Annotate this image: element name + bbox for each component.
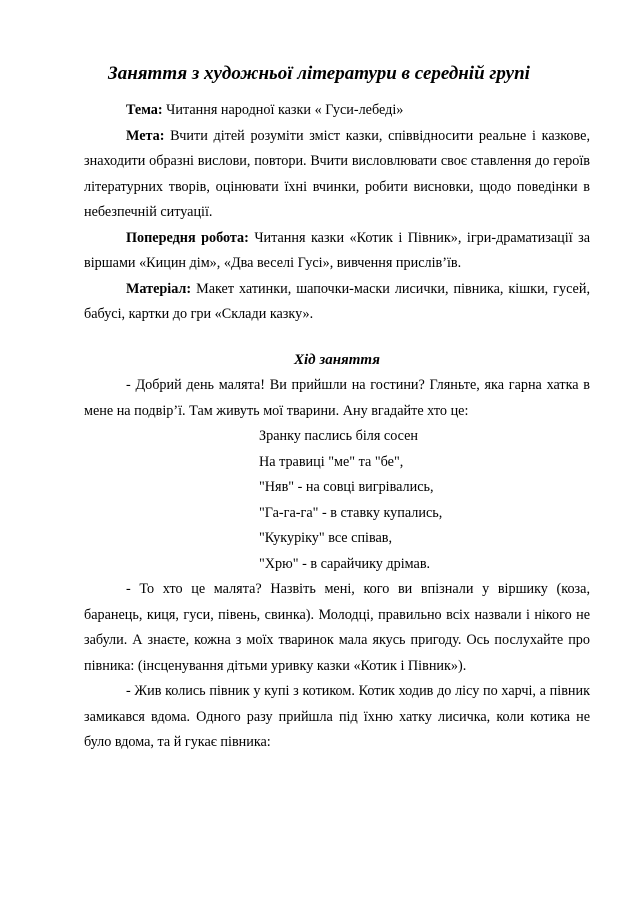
- animals-paragraph: - То хто це малята? Назвіть мені, кого ви впізнали у віршику (коза, баранець, киця, гуси, півень, свинка). Молодці, правильно всіх назвали і нікого не забули. А знаєте, кожна з моїх тваринок мала якусь пригоду. Ось послухайте про півника: (інсценування дітьми уривку казки «Котик і Півник»).: [84, 581, 590, 674]
- document-body: [84, 98, 590, 756]
- goal-label: Мета:: [126, 127, 165, 144]
- poem-line: "Кукуріку" все співав,: [259, 530, 393, 546]
- topic-paragraph: [84, 98, 590, 124]
- intro-paragraph: - Добрий день малята! Ви прийшли на гостини? Гляньте, яка гарна хатка в мене на подвір’ї. Там живуть мої тварини. Ану вгадайте хто це:: [84, 377, 590, 419]
- poem-line: "Няв" - на совці вигрівались,: [259, 479, 434, 495]
- story-paragraph: - Жив колись півник у купі з котиком. Котик ходив до лісу по харчі, а півник замикався вдома. Одного разу прийшла під їхню хатку лисичка, коли котика не було вдома, та й гукає півника:: [84, 683, 590, 750]
- goal-text: Вчити дітей розуміти зміст казки, співвідносити реальне і казкове, знаходити образні вислови, повтори. Вчити висловлювати своє ставлення до героїв літературних творів, оцінювати їхні вчинки, робити висновки, щодо поведінки в небезпечній ситуації.: [84, 127, 590, 220]
- prework-label: Попередня робота:: [126, 229, 249, 246]
- poem-line: "Га-га-га" - в ставку купались,: [259, 504, 443, 521]
- material-label: Матеріал:: [126, 280, 192, 297]
- goal-paragraph: [84, 124, 590, 226]
- poem: [84, 424, 590, 577]
- topic-text: Читання народної казки « Гуси-лебеді»: [162, 102, 404, 118]
- topic-label: Тема:: [126, 102, 163, 118]
- material-paragraph: [84, 277, 590, 328]
- poem-line: На травиці "ме" та "бе",: [259, 453, 404, 470]
- section-heading: Хід заняття: [293, 351, 380, 368]
- poem-line: "Хрю" - в сарайчику дрімав.: [259, 555, 431, 572]
- document-title: Заняття з художньої літератури в середній групі: [108, 63, 530, 84]
- material-text: Макет хатинки, шапочки-маски лисички, півника, кішки, гусей, бабусі, картки до гри «Склади казку».: [84, 280, 590, 322]
- prework-text: Читання казки «Котик і Півник», ігри-драматизації за віршами «Кицин дім», «Два веселі Гусі», вивчення прислів’їв.: [84, 229, 590, 271]
- poem-line: Зранку паслись біля сосен: [259, 428, 419, 444]
- prework-paragraph: [84, 226, 590, 277]
